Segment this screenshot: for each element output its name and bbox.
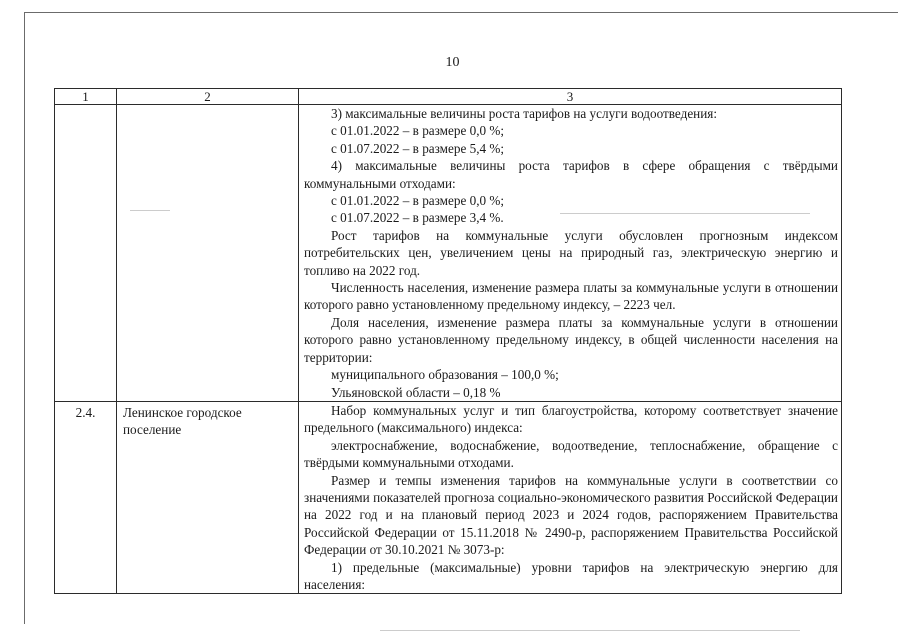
row-number-cell xyxy=(55,105,117,402)
header-col-2: 2 xyxy=(117,89,299,105)
paragraph: Доля населения, изменение размера платы за коммунальные услуги в отношении которого равно установленному предельному индексу, в общей численности населения на территории: xyxy=(304,314,838,365)
paragraph: муниципального образования – 100,0 %; xyxy=(331,367,559,383)
paragraph: Рост тарифов на коммунальные услуги обусловлен прогнозным индексом потребительских цен, увеличением цены на природный газ, электрическую энергию и топливо на 2022 год. xyxy=(304,227,838,278)
paragraph: с 01.01.2022 – в размере 0,0 %; xyxy=(331,123,505,139)
paragraph: Размер и темпы изменения тарифов на коммунальные услуги в соответствии со значениями показателей прогноза социально-экономического развития Российской Федерации на 2022 год и на плановый период 2023 и 2024 годов, распоряжением Правительства Российской Федерации от 15.11.2018 № 2490-р, распоряжением Правительства Российской Федерации от 30.10.2021 № 3073-р: xyxy=(304,472,838,558)
scan-noise xyxy=(560,213,810,214)
paragraph: Численность населения, изменение размера платы за коммунальные услуги в отношении которого равно установленному предельному индексу, – 2223 чел. xyxy=(304,280,838,313)
paragraph: 4) максимальные величины роста тарифов в сфере обращения с твёрдыми коммунальными отходами: xyxy=(304,158,838,191)
header-col-3: 3 xyxy=(299,89,842,105)
header-col-1: 1 xyxy=(55,89,117,105)
tariff-table xyxy=(54,88,842,594)
scan-border-left xyxy=(24,12,25,624)
paragraph: с 01.07.2022 – в размере 5,4 %; xyxy=(331,140,505,156)
row-name-cell: Ленинское городское поселение xyxy=(117,401,299,593)
row2-content xyxy=(304,402,838,593)
paragraph: с 01.01.2022 – в размере 0,0 %; xyxy=(331,193,505,209)
row-content-cell xyxy=(299,105,842,402)
paragraph: электроснабжение, водоснабжение, водоотведение, теплоснабжение, обращение с твёрдыми коммунальными отходами. xyxy=(304,437,838,471)
row-number-cell: 2.4. xyxy=(55,401,117,593)
row-name-cell xyxy=(117,105,299,402)
paragraph: 3) максимальные величины роста тарифов на услуги водоотведения: xyxy=(331,106,718,121)
row-content-cell xyxy=(299,401,842,593)
table-row xyxy=(55,401,842,593)
scan-noise xyxy=(130,210,170,211)
table-row xyxy=(55,105,842,402)
row1-content xyxy=(304,105,838,401)
scan-noise xyxy=(380,630,800,631)
paragraph: Набор коммунальных услуг и тип благоустройства, которому соответствует значение предельного (максимального) индекса: xyxy=(304,402,838,436)
table-header-row xyxy=(55,89,842,105)
paragraph: с 01.07.2022 – в размере 3,4 %. xyxy=(331,210,504,226)
page-number: 10 xyxy=(445,55,460,70)
paragraph: 1) предельные (максимальные) уровни тарифов на электрическую энергию для населения: xyxy=(304,559,838,592)
scan-border-top xyxy=(24,12,898,13)
paragraph: Ульяновской области – 0,18 % xyxy=(331,384,501,400)
